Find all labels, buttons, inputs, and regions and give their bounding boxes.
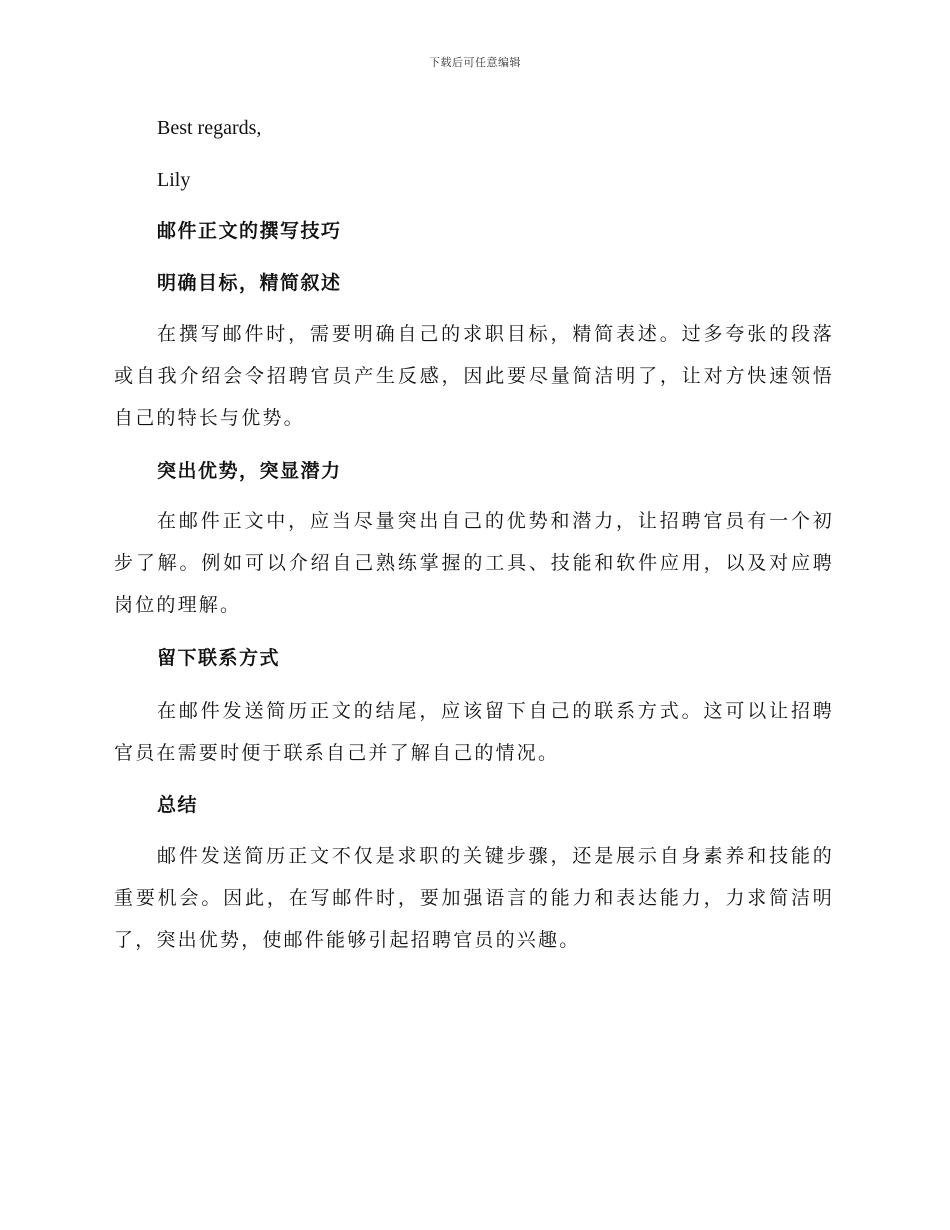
section-heading-strengths: 突出优势，突显潜力 bbox=[157, 460, 342, 482]
main-heading: 邮件正文的撰写技巧 bbox=[157, 220, 342, 242]
section-paragraph-strengths: 在邮件正文中，应当尽量突出自己的优势和潜力，让招聘官员有一个初步了解。例如可以介绍自己熟练掌握的工具、技能和软件应用，以及对应聘岗位的理解。 bbox=[114, 510, 834, 616]
section-heading-contact: 留下联系方式 bbox=[157, 647, 281, 669]
closing-salutation: Best regards, bbox=[157, 117, 262, 139]
section-paragraph-contact: 在邮件发送简历正文的结尾，应该留下自己的联系方式。这可以让招聘官员在需要时便于联系自己并了解自己的情况。 bbox=[114, 700, 834, 764]
section-heading-goal: 明确目标，精简叙述 bbox=[157, 272, 342, 294]
section-heading-summary: 总结 bbox=[157, 794, 199, 816]
section-paragraph-summary: 邮件发送简历正文不仅是求职的关键步骤，还是展示自身素养和技能的重要机会。因此，在写邮件时，要加强语言的能力和表达能力，力求简洁明了，突出优势，使邮件能够引起招聘官员的兴趣。 bbox=[114, 845, 834, 951]
page-header-note: 下载后可任意编辑 bbox=[429, 56, 521, 69]
closing-name: Lily bbox=[157, 169, 191, 191]
section-paragraph-goal: 在撰写邮件时，需要明确自己的求职目标，精简表述。过多夸张的段落或自我介绍会令招聘官员产生反感，因此要尽量简洁明了，让对方快速领悟自己的特长与优势。 bbox=[114, 323, 834, 429]
